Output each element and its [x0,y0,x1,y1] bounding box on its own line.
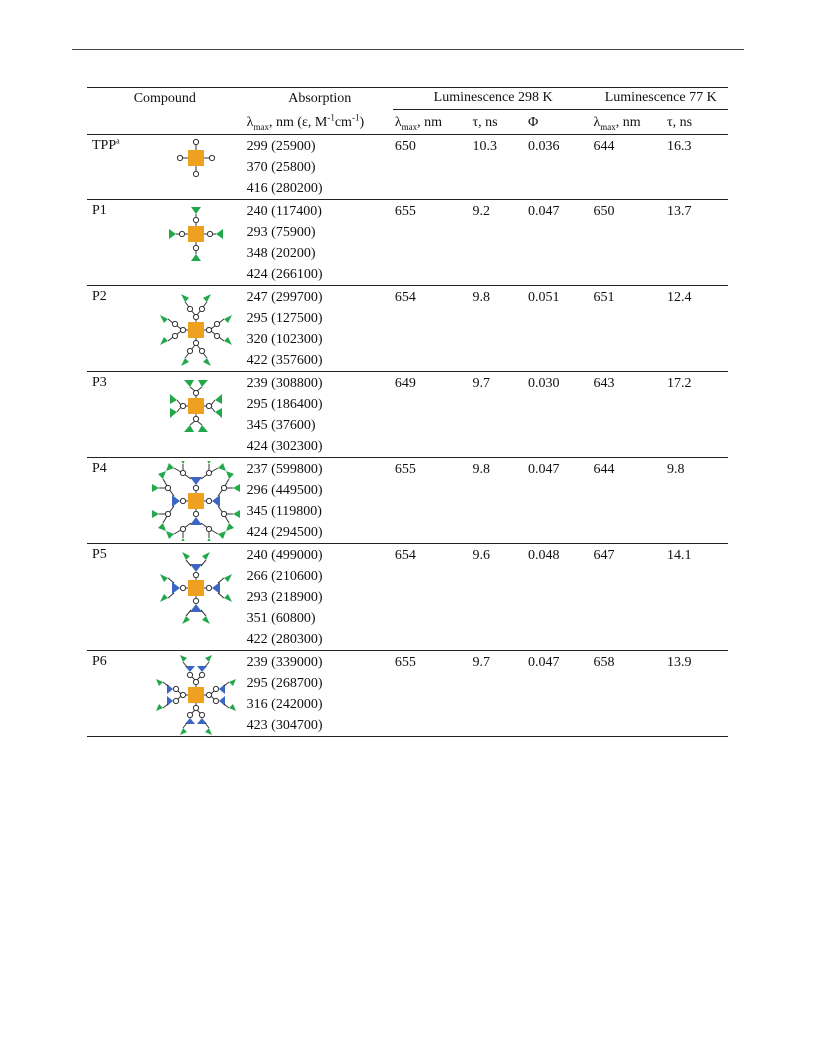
quantum-yield-298k: 0.047 [528,458,593,544]
lambda-max-298k: 650 [393,135,473,200]
header-luminescence-298k: Luminescence 298 K [393,88,594,111]
absorption-values [243,286,393,372]
header-lambda-298: $\lambda_{max}$, nm [393,110,473,135]
absorption-band: 316 (242000) [246,697,323,712]
lambda-max-298k: 654 [393,544,473,651]
absorption-band: 247 (299700) [246,290,323,305]
absorption-band: 345 (37600) [246,418,316,433]
absorption-band: 239 (339000) [246,655,323,670]
absorption-band: 295 (186400) [246,397,323,412]
absorption-band: 424 (266100) [246,267,323,282]
lambda-max-77k: 644 [593,458,667,544]
compound-name: P5 [87,544,149,651]
absorption-band: 295 (268700) [246,676,323,691]
header-tau-298: τ, ns [472,110,528,135]
lambda-max-298k: 649 [393,372,473,458]
p5-structure-icon [149,544,243,651]
compound-name: P4 [87,458,149,544]
p6-structure-icon [149,651,243,737]
p1-structure-icon [149,200,243,286]
absorption-band: 266 (210600) [246,569,323,584]
quantum-yield-298k: 0.051 [528,286,593,372]
absorption-band: 237 (599800) [246,462,323,477]
header-lambda-77: $\lambda_{max}$, nm [593,110,667,135]
lambda-max-298k: 654 [393,286,473,372]
lambda-max-77k: 647 [593,544,667,651]
absorption-values [243,200,393,286]
absorption-band: 299 (25900) [246,139,316,154]
photophysical-data-table [87,87,728,737]
header-row-1 [87,88,728,111]
quantum-yield-298k: 0.047 [528,651,593,737]
compound-name: P3 [87,372,149,458]
compound-name: TPP$^a$ [87,135,149,200]
p3-structure-icon [149,372,243,458]
quantum-yield-298k: 0.036 [528,135,593,200]
lifetime-298k: 10.3 [472,135,528,200]
absorption-band: 424 (294500) [246,525,323,540]
lifetime-298k: 9.2 [472,200,528,286]
quantum-yield-298k: 0.047 [528,200,593,286]
p2-structure-icon [149,286,243,372]
absorption-band: 239 (308800) [246,376,323,391]
p4-structure-icon [149,458,243,544]
table-row [87,135,728,200]
absorption-band: 351 (60800) [246,611,316,626]
absorption-band: 370 (25800) [246,160,316,175]
absorption-band: 240 (499000) [246,548,323,563]
lambda-max-298k: 655 [393,651,473,737]
absorption-band: 422 (280300) [246,632,323,647]
lifetime-77k: 9.8 [667,458,728,544]
lambda-max-77k: 650 [593,200,667,286]
absorption-band: 345 (119800) [246,504,322,519]
lambda-max-77k: 644 [593,135,667,200]
lifetime-77k: 14.1 [667,544,728,651]
header-compound: Compound [87,88,243,111]
absorption-values [243,651,393,737]
header-tau-77: τ, ns [667,110,728,135]
absorption-band: 422 (357600) [246,353,323,368]
lifetime-77k: 13.7 [667,200,728,286]
absorption-band: 295 (127500) [246,311,323,326]
lifetime-77k: 12.4 [667,286,728,372]
table-row [87,372,728,458]
lifetime-298k: 9.8 [472,458,528,544]
absorption-band: 296 (449500) [246,483,323,498]
lifetime-77k: 17.2 [667,372,728,458]
header-absorption: Absorption [243,88,393,111]
lifetime-298k: 9.8 [472,286,528,372]
absorption-band: 320 (102300) [246,332,323,347]
header-phi-298: Φ [528,110,593,135]
absorption-band: 293 (218900) [246,590,323,605]
header-row-2 [87,110,728,135]
lifetime-77k: 16.3 [667,135,728,200]
tpp-structure-icon [149,135,243,200]
quantum-yield-298k: 0.048 [528,544,593,651]
table-row [87,651,728,737]
table-row [87,544,728,651]
absorption-values [243,135,393,200]
lambda-max-77k: 651 [593,286,667,372]
compound-name: P6 [87,651,149,737]
absorption-band: 293 (75900) [246,225,316,240]
lifetime-298k: 9.7 [472,372,528,458]
header-absorption-units: $\lambda_{max}$, nm (ε, $M^{-1}cm^{-1}$) [243,110,393,135]
absorption-values [243,544,393,651]
absorption-band: 240 (117400) [246,204,322,219]
table-row [87,286,728,372]
lifetime-298k: 9.7 [472,651,528,737]
lambda-max-298k: 655 [393,458,473,544]
absorption-values [243,372,393,458]
absorption-band: 423 (304700) [246,718,323,733]
page-top-rule [72,49,744,50]
lambda-max-77k: 658 [593,651,667,737]
table-row [87,458,728,544]
absorption-band: 416 (280200) [246,181,323,196]
table-row [87,200,728,286]
header-luminescence-77k: Luminescence 77 K [593,88,728,111]
compound-name: P2 [87,286,149,372]
absorption-band: 424 (302300) [246,439,323,454]
compound-name: P1 [87,200,149,286]
lambda-max-298k: 655 [393,200,473,286]
lifetime-298k: 9.6 [472,544,528,651]
lambda-max-77k: 643 [593,372,667,458]
lifetime-77k: 13.9 [667,651,728,737]
quantum-yield-298k: 0.030 [528,372,593,458]
absorption-band: 348 (20200) [246,246,316,261]
absorption-values [243,458,393,544]
